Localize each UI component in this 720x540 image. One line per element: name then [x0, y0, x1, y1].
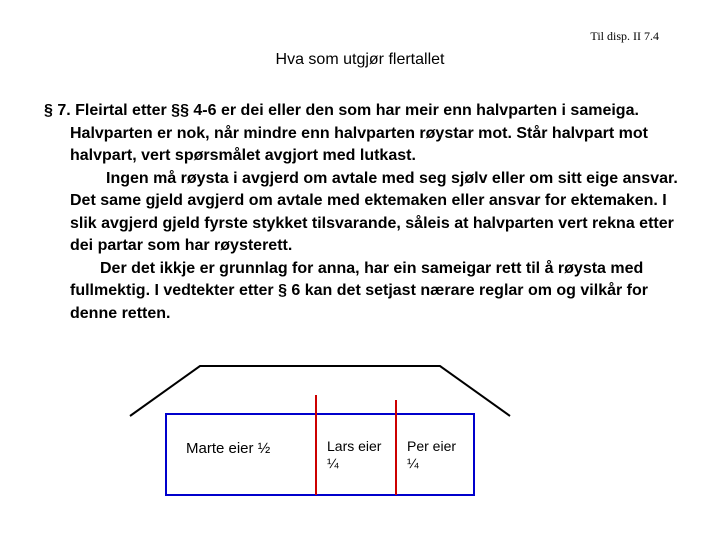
owner-label-per [407, 438, 463, 472]
owner-label-lars [327, 438, 397, 472]
document-reference: Til disp. II 7.4 [590, 29, 659, 43]
paragraph-1: § 7. Fleirtal etter §§ 4-6 er dei eller den som har meir enn halvparten i sameiga. Halvparten er nok, når mindre enn halvparten røystar mot. Står halvpart mot halvpart, vert spørsmålet avgjort med lutkast. [44, 102, 648, 164]
owner-label-per-text: Per eier ¼ [407, 438, 457, 471]
paragraph-2: Ingen må røysta i avgjerd om avtale med seg sjølv eller om sitt eige ansvar. Det same gjeld avgjerd om avtale med ektemaken eller ansvar for ektemaken. I slik avgjerd gjeld fyrste stykket tilsvarande, såleis at halvparten vert rekna etter dei partar som har røysterett. [70, 169, 678, 254]
house-roof [130, 366, 510, 416]
paragraph-3: Der det ikkje er grunnlag for anna, har ein sameigar rett til å røysta med fullmektig. I vedtekter etter § 6 kan det setjast nærare reglar om og vilkår for denne retten. [70, 259, 648, 322]
owner-label-marte: Marte eier ½ [186, 440, 271, 457]
page-title: Hva som utgjør flertallet [275, 51, 445, 68]
owner-label-lars-text: Lars eier ¼ [327, 438, 382, 471]
